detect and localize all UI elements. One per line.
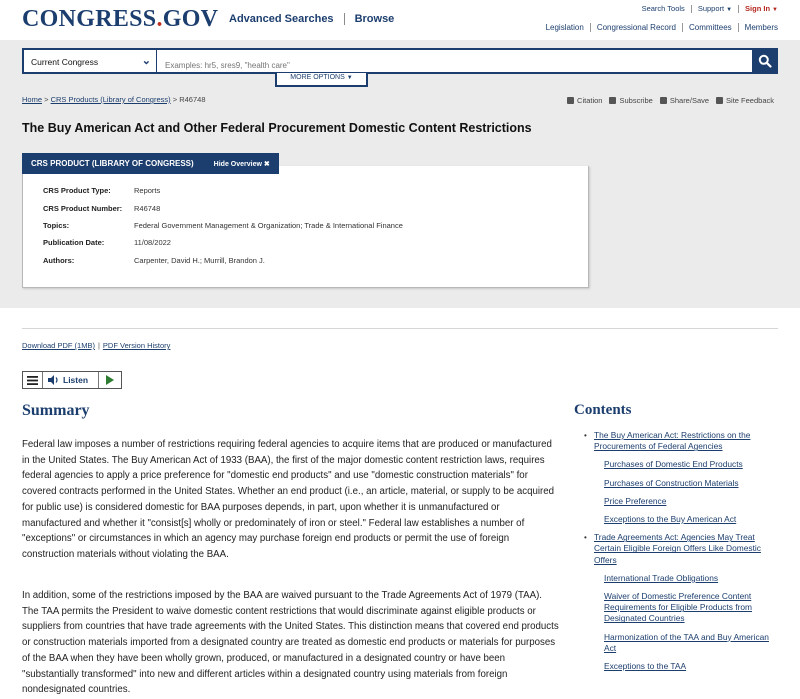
contents-heading: Contents — [574, 402, 632, 418]
nav-divider — [590, 23, 591, 32]
utility-nav — [642, 4, 778, 13]
utility-divider — [691, 5, 692, 13]
overview-row — [43, 256, 265, 265]
overview-tab-label: CRS PRODUCT (LIBRARY OF CONGRESS) — [31, 159, 194, 168]
nav-advanced-searches[interactable]: Advanced Searches — [229, 13, 334, 25]
menu-icon — [27, 376, 38, 385]
overview-panel — [22, 166, 589, 288]
player-menu-button[interactable] — [23, 372, 43, 388]
summary-paragraph: Federal law imposes a number of restrictions requiring federal agencies to acquire items that are produced or manufactured in the United States. The Buy American Act of 1933 (BAA), the first of the major domestic content restriction laws, requires federal agencies to apply a price preference for "domestic end products" and use "domestic construction materials" for covered contracts performed in the United States. Whether an end product (i.e., an article, material, or supply to be acquired for public use) is considered domestic for BAA purposes depends, in part, upon whether it is unmanufactured or manufactured and whether it "consist[s] wholly or predominately of iron or steel." Federal law establishes a number of "exceptions" or circumstances in which an agency may purchase foreign end products or permit the use of foreign construction materials without violating the BAA. — [22, 439, 555, 560]
search-scope-value: Current Congress — [31, 57, 99, 67]
divider — [22, 328, 778, 329]
chevron-down-icon: ⌄ — [141, 55, 151, 67]
overview-row — [43, 221, 403, 230]
toc-link[interactable]: Price Preference — [604, 495, 667, 506]
toc-link[interactable]: Harmonization of the TAA and Buy American Act — [604, 631, 769, 653]
toc-item — [582, 459, 782, 470]
toc-item — [582, 478, 782, 489]
nav-committees[interactable]: Committees — [688, 23, 732, 32]
overview-key: CRS Product Type: — [43, 186, 111, 195]
overview-tab — [22, 153, 279, 174]
toc-item — [582, 632, 782, 654]
toc-item — [582, 591, 782, 625]
overview-value: Federal Government Management & Organization; Trade & International Finance — [134, 221, 403, 230]
play-icon — [106, 375, 114, 385]
logo-text-tld: GOV — [162, 6, 219, 32]
search-button[interactable] — [752, 48, 778, 74]
subscribe-icon — [609, 97, 616, 104]
logo-dot: . — [156, 6, 163, 32]
pdf-version-history-link[interactable]: PDF Version History — [102, 341, 171, 350]
subscribe-label: Subscribe — [619, 96, 653, 105]
more-options-label: MORE OPTIONS — [290, 74, 345, 81]
toc-link[interactable]: International Trade Obligations — [604, 572, 719, 583]
logo-text-main: CONGRESS — [22, 6, 157, 32]
toc-link[interactable]: Purchases of Domestic End Products — [604, 459, 743, 470]
magnifier-icon — [758, 54, 772, 68]
summary-heading: Summary — [22, 402, 90, 419]
overview-key: Authors: — [43, 256, 75, 265]
toc-item — [582, 430, 782, 452]
secondary-nav — [546, 23, 778, 32]
primary-nav — [229, 13, 394, 25]
hide-overview-label: Hide Overview — [213, 160, 262, 168]
support-label: Support — [697, 4, 725, 13]
search-scope-select[interactable] — [22, 48, 157, 74]
nav-divider — [682, 23, 683, 32]
overview-key: Publication Date: — [43, 238, 105, 247]
support-menu[interactable] — [698, 4, 732, 13]
citation-action[interactable] — [567, 96, 602, 105]
share-save-action[interactable] — [660, 96, 709, 105]
overview-row — [43, 186, 160, 195]
listen-button[interactable] — [43, 372, 99, 388]
nav-legislation[interactable]: Legislation — [545, 23, 584, 32]
nav-divider — [738, 23, 739, 32]
subscribe-action[interactable] — [609, 96, 652, 105]
overview-value: 11/08/2022 — [134, 238, 171, 247]
download-pdf-link[interactable]: Download PDF (1MB) — [22, 341, 95, 350]
site-feedback-label: Site Feedback — [726, 96, 774, 105]
breadcrumb-crs-products[interactable]: CRS Products (Library of Congress) — [50, 95, 171, 104]
overview-value: Carpenter, David H.; Murrill, Brandon J. — [134, 256, 265, 265]
page-actions — [560, 96, 774, 105]
link-divider: | — [97, 341, 100, 350]
site-feedback-action[interactable] — [716, 96, 774, 105]
overview-row — [43, 238, 171, 247]
breadcrumb — [22, 95, 206, 104]
toc-link[interactable]: The Buy American Act: Restrictions on the Procurements of Federal Agencies — [594, 430, 751, 452]
caret-down-icon: ▼ — [772, 7, 778, 13]
nav-congressional-record[interactable]: Congressional Record — [596, 23, 676, 32]
speaker-icon — [48, 375, 60, 385]
sign-in-label: Sign In — [745, 4, 771, 13]
overview-row — [43, 204, 160, 213]
search-tools-link[interactable]: Search Tools — [641, 4, 685, 13]
citation-label: Citation — [577, 96, 603, 105]
congress-gov-logo[interactable] — [22, 6, 218, 33]
toc-link[interactable]: Purchases of Construction Materials — [604, 477, 739, 488]
feedback-icon — [716, 97, 723, 104]
citation-icon — [567, 97, 574, 104]
overview-value: Reports — [134, 186, 161, 195]
overview-value: R46748 — [134, 204, 161, 213]
nav-divider — [344, 13, 345, 25]
toc-item — [582, 514, 782, 525]
listen-label: Listen — [63, 375, 89, 385]
breadcrumb-sep: > — [44, 95, 49, 104]
toc-item — [582, 532, 782, 566]
toc-item — [582, 661, 782, 672]
breadcrumb-home[interactable]: Home — [22, 95, 43, 104]
play-button[interactable] — [99, 372, 121, 388]
close-icon: ✖ — [263, 160, 270, 168]
toc-item — [582, 573, 782, 584]
toc-link[interactable]: Trade Agreements Act: Agencies May Treat Certain Eligible Foreign Offers Like Domestic Offers — [594, 532, 761, 565]
breadcrumb-sep: > — [172, 95, 178, 104]
hide-overview-button[interactable] — [214, 160, 270, 168]
sign-in-menu[interactable] — [745, 4, 778, 13]
toc-item — [582, 496, 782, 507]
toc-link[interactable]: Waiver of Domestic Preference Content Requirements for Eligible Products from Designated Countries — [604, 591, 753, 624]
nav-members[interactable]: Members — [744, 23, 778, 32]
listen-player — [22, 371, 122, 389]
download-links — [22, 341, 170, 350]
overview-key: Topics: — [43, 221, 70, 230]
share-save-label: Share/Save — [669, 96, 710, 105]
site-header — [0, 0, 800, 40]
toc-link[interactable]: Exceptions to the Buy American Act — [604, 514, 737, 525]
breadcrumb-current: R46748 — [179, 95, 206, 104]
overview-key: CRS Product Number: — [43, 204, 123, 213]
share-icon — [660, 97, 667, 104]
caret-down-icon: ▼ — [726, 7, 733, 13]
nav-browse[interactable]: Browse — [354, 13, 395, 25]
caret-down-icon: ▼ — [346, 75, 353, 81]
summary-paragraph: In addition, some of the restrictions imposed by the BAA are waived pursuant to the Trade Agreements Act of 1979 (TAA). The TAA permits the President to waive domestic content restrictions that would discriminate against eligible products or suppliers from countries that have trade agreements with the United States. This distinction means that covered end products or construction materials imported from a designated country are treated as domestic end products or materials for purposes of the BAA when they have been wholly grown, produced, or manufactured in a designated country or have been "substantially transformed" into new and different articles within a designated country using materials from foreign nondesignated countries. — [22, 590, 559, 696]
utility-divider — [738, 5, 739, 13]
toc-link[interactable]: Exceptions to the TAA — [604, 661, 687, 672]
table-of-contents — [582, 430, 782, 679]
more-options-toggle[interactable] — [275, 73, 368, 87]
page-title: The Buy American Act and Other Federal Procurement Domestic Content Restrictions — [22, 121, 532, 135]
search-bar — [22, 48, 778, 74]
search-input[interactable] — [157, 48, 752, 74]
